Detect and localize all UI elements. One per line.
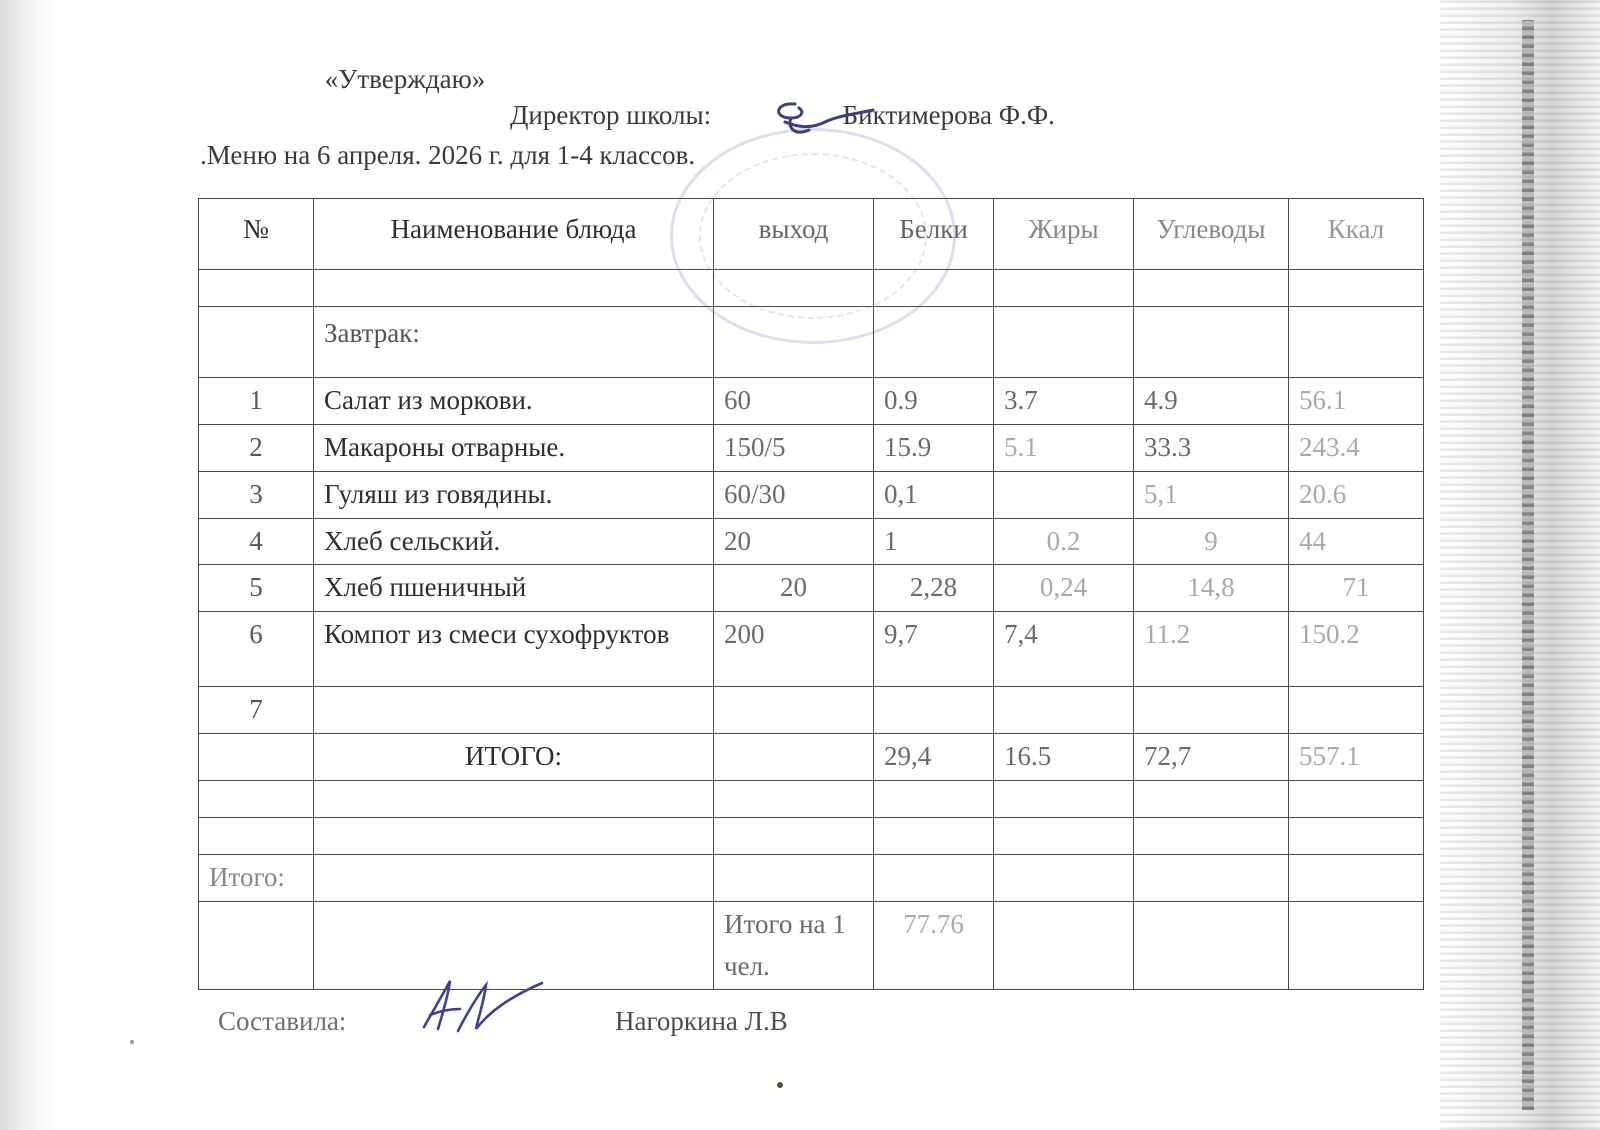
row-number: 5 [199,565,314,612]
total-fat: 16.5 [994,734,1134,781]
total-carbs: 72,7 [1134,734,1289,781]
per-person-row [199,901,1424,990]
dish-kcal: 71 [1289,565,1424,612]
composer-signature [420,975,545,1035]
col-header-kcal: Ккал [1289,199,1424,270]
table-row [199,378,1424,425]
dish-carbs: 4.9 [1134,378,1289,425]
dish-protein [874,687,994,734]
dish-carbs: 9 [1134,518,1289,565]
col-header-dish: Наименование блюда [314,199,714,270]
row-number: 6 [199,612,314,687]
director-name: Биктимерова Ф.Ф. [842,100,1055,130]
table-row [199,780,1424,817]
dish-kcal: 150.2 [1289,612,1424,687]
scan-strip-right [1522,20,1534,1110]
dish-yield: 20 [714,565,874,612]
table-header-row [199,199,1424,270]
dish-kcal: 44 [1289,518,1424,565]
dish-carbs: 5,1 [1134,471,1289,518]
col-header-protein: Белки [874,199,994,270]
dish-carbs: 11.2 [1134,612,1289,687]
row-number: 3 [199,471,314,518]
dish-protein: 15.9 [874,424,994,471]
dish-name: Компот из смеси сухофруктов [314,612,714,687]
scan-edge-right [1440,0,1600,1130]
row-number: 2 [199,424,314,471]
dish-yield: 200 [714,612,874,687]
dish-yield: 60/30 [714,471,874,518]
dish-fat: 0,24 [994,565,1134,612]
dish-yield: 150/5 [714,424,874,471]
composed-name: Нагоркина Л.В [615,1006,788,1036]
table-row [199,424,1424,471]
approve-heading: «Утверждаю» [324,64,486,94]
dish-fat: 0.2 [994,518,1134,565]
dish-fat [994,471,1134,518]
dish-carbs [1134,687,1289,734]
table-row [199,817,1424,854]
col-header-number: № [199,199,314,270]
dish-kcal: 56.1 [1289,378,1424,425]
dish-protein: 1 [874,518,994,565]
total-protein: 29,4 [874,734,994,781]
table-row [199,565,1424,612]
scan-speck [777,1082,783,1088]
dish-kcal: 20.6 [1289,471,1424,518]
section-label: Завтрак: [314,307,714,378]
dish-yield [714,687,874,734]
menu-title: .Меню на 6 апреля. 2026 г. для 1-4 классов. [200,140,696,170]
composed-label: Составила: [218,1006,347,1036]
table-row [199,518,1424,565]
row-number: 1 [199,378,314,425]
dish-yield: 60 [714,378,874,425]
dish-protein: 2,28 [874,565,994,612]
dish-name: Салат из моркови. [314,378,714,425]
total-label: ИТОГО: [314,734,714,781]
dish-yield: 20 [714,518,874,565]
table-row [199,270,1424,307]
dish-kcal: 243.4 [1289,424,1424,471]
director-label: Директор школы: [510,100,712,130]
scan-edge-left [0,0,60,1130]
dish-carbs: 33.3 [1134,424,1289,471]
scan-speck [130,1040,134,1044]
dish-fat [994,687,1134,734]
dish-name: Гуляш из говядины. [314,471,714,518]
dish-name [314,687,714,734]
dish-fat: 3.7 [994,378,1134,425]
table-row [199,687,1424,734]
grand-total-row [199,854,1424,901]
dish-name: Макароны отварные. [314,424,714,471]
total-kcal: 557.1 [1289,734,1424,781]
dish-name: Хлеб сельский. [314,518,714,565]
dish-kcal [1289,687,1424,734]
director-signature [765,96,875,140]
row-number: 4 [199,518,314,565]
per-person-value: 77.76 [874,901,994,990]
table-row [199,612,1424,687]
row-number: 7 [199,687,314,734]
dish-protein: 9,7 [874,612,994,687]
table-row [199,471,1424,518]
dish-protein: 0.9 [874,378,994,425]
per-person-label: Итого на 1 чел. [714,901,874,990]
col-header-carbs: Углеводы [1134,199,1289,270]
dish-carbs: 14,8 [1134,565,1289,612]
total-row [199,734,1424,781]
dish-protein: 0,1 [874,471,994,518]
table-row [199,307,1424,378]
dish-fat: 7,4 [994,612,1134,687]
grand-total-label: Итого: [199,854,314,901]
menu-table [198,198,1424,990]
col-header-yield: выход [714,199,874,270]
dish-fat: 5.1 [994,424,1134,471]
dish-name: Хлеб пшеничный [314,565,714,612]
col-header-fat: Жиры [994,199,1134,270]
